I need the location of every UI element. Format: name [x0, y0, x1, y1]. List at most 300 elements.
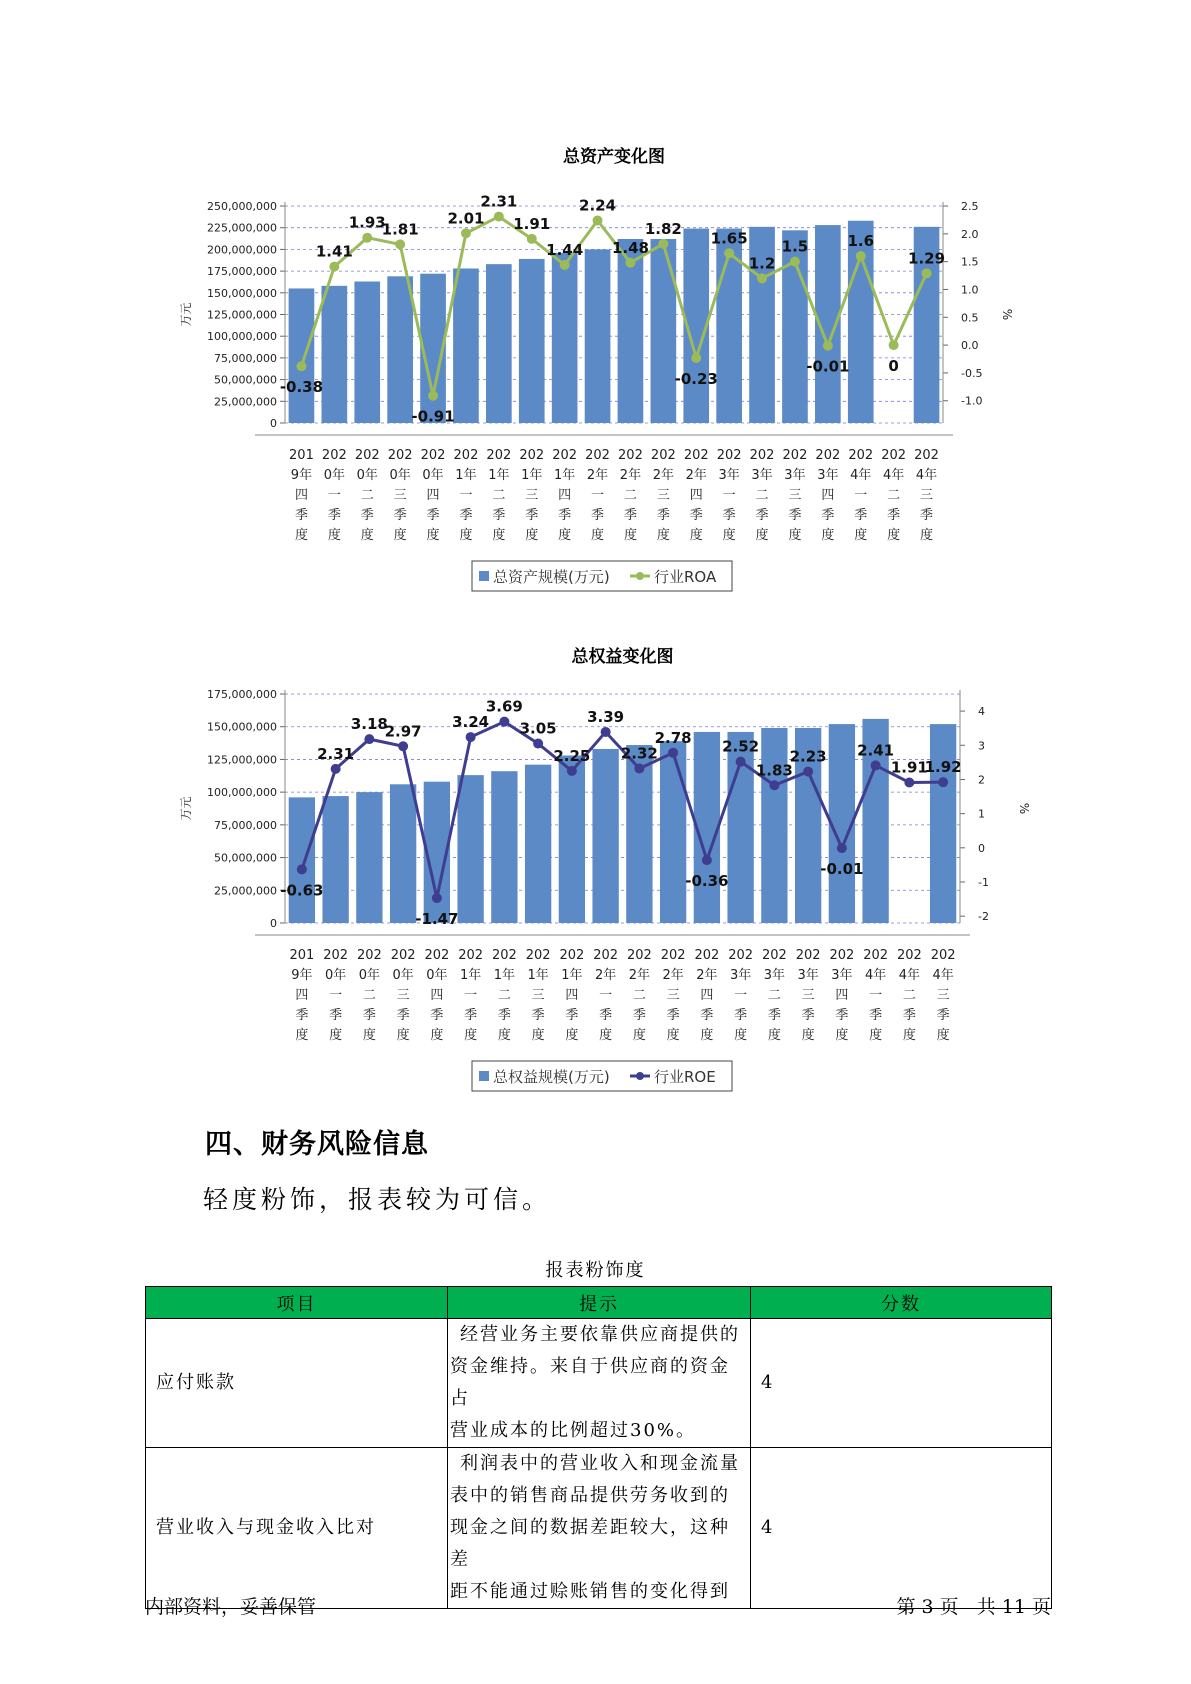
- line-point: [736, 757, 746, 767]
- x-tick-label: 202: [453, 448, 479, 463]
- x-tick-label: 0年: [358, 968, 381, 983]
- bar: [525, 765, 551, 923]
- x-tick-label: 1年: [459, 968, 482, 983]
- data-label: 2.32: [620, 744, 658, 763]
- x-tick-label: 季: [788, 508, 802, 523]
- x-tick-label: 季: [531, 1008, 545, 1023]
- data-label: 3.69: [485, 697, 523, 716]
- data-label: -0.36: [685, 872, 729, 891]
- x-tick-label: 202: [420, 448, 446, 463]
- x-tick-label: 一: [464, 988, 478, 1003]
- x-tick-label: 202: [863, 948, 889, 963]
- x-tick-label: 0年: [324, 968, 347, 983]
- x-tick-label: 201: [289, 448, 314, 463]
- x-tick-label: 季: [426, 508, 440, 523]
- y2-tick-label: 2.0: [961, 227, 979, 241]
- x-tick-label: 202: [390, 948, 416, 963]
- line-point: [593, 215, 603, 225]
- header-item: 项目: [146, 1287, 448, 1319]
- x-tick-label: 度: [591, 528, 605, 543]
- line-point: [494, 212, 504, 222]
- x-tick-label: 季: [327, 508, 341, 523]
- x-tick-label: 202: [881, 448, 907, 463]
- x-tick-label: 四: [294, 488, 308, 503]
- x-tick-label: 202: [829, 948, 855, 963]
- bar: [289, 797, 315, 923]
- data-label: 2.97: [384, 722, 422, 741]
- x-tick-label: 四: [426, 488, 440, 503]
- x-tick-label: 四: [558, 488, 572, 503]
- line-point: [329, 262, 339, 272]
- x-tick-label: 度: [734, 1028, 748, 1043]
- data-label: 1.41: [315, 242, 353, 261]
- data-label: -0.01: [820, 860, 864, 879]
- x-tick-label: 202: [458, 948, 484, 963]
- bar: [761, 728, 787, 923]
- x-tick-label: 四: [430, 988, 444, 1003]
- x-tick-label: 季: [734, 1008, 748, 1023]
- y-tick-label: 150,000,000: [207, 720, 277, 734]
- line-point: [527, 234, 537, 244]
- x-tick-label: 2年: [619, 468, 642, 483]
- line-point: [856, 251, 866, 261]
- hint-line: 资金维持。来自于供应商的资金占: [450, 1356, 730, 1409]
- x-tick-label: 度: [835, 1028, 849, 1043]
- x-tick-label: 4年: [850, 468, 872, 483]
- table-caption: 报表粉饰度: [545, 1260, 646, 1281]
- y-tick-label: 100,000,000: [207, 330, 277, 344]
- x-tick-label: 二: [623, 488, 637, 503]
- x-tick-label: 三: [396, 988, 410, 1003]
- x-tick-label: 202: [782, 448, 808, 463]
- x-tick-label: 度: [294, 528, 308, 543]
- x-tick-label: 0年: [389, 468, 411, 483]
- x-tick-label: 季: [902, 1008, 916, 1023]
- y-tick-label: 25,000,000: [214, 395, 277, 409]
- y2-tick-label: 3: [978, 739, 985, 753]
- x-tick-label: 一: [599, 988, 613, 1003]
- x-tick-label: 202: [848, 448, 874, 463]
- x-tick-label: 季: [801, 1008, 815, 1023]
- legend-bar-label: 总权益规模(万元): [493, 1068, 610, 1086]
- chart-title: 总权益变化图: [571, 647, 674, 667]
- x-tick-label: 度: [327, 528, 341, 543]
- x-tick-label: 度: [722, 528, 736, 543]
- x-tick-label: 度: [902, 1028, 916, 1043]
- line-point: [691, 353, 701, 363]
- x-tick-label: 0年: [426, 968, 448, 983]
- x-tick-label: 四: [689, 488, 703, 503]
- x-tick-label: 3年: [784, 468, 806, 483]
- x-tick-label: 3年: [729, 968, 752, 983]
- x-tick-label: 季: [464, 1008, 478, 1023]
- x-tick-label: 1年: [493, 968, 516, 983]
- hint-line: 利润表中的营业收入和现金流量: [460, 1453, 740, 1474]
- x-tick-label: 度: [801, 1028, 815, 1043]
- data-label: 1.83: [755, 761, 793, 780]
- x-tick-label: 202: [354, 448, 380, 463]
- x-tick-label: 季: [295, 1008, 309, 1023]
- y-tick-label: 0: [270, 917, 277, 930]
- data-label: 1.92: [924, 758, 962, 777]
- line-point: [362, 233, 372, 243]
- y2-tick-label: 1.0: [961, 283, 979, 297]
- x-tick-label: 四: [295, 988, 309, 1003]
- x-tick-label: 4年: [883, 468, 905, 483]
- y2-tick-label: -0.5: [961, 366, 983, 380]
- y2-axis-unit: %: [1000, 308, 1014, 321]
- section-summary: 轻度粉饰，报表较为可信。: [203, 1185, 552, 1214]
- x-tick-label: 季: [623, 508, 637, 523]
- x-tick-label: 4年: [915, 468, 938, 483]
- bar: [930, 724, 956, 923]
- y-tick-label: 175,000,000: [207, 265, 277, 279]
- y-axis-unit: 万元: [179, 302, 193, 327]
- x-tick-label: 四: [835, 988, 849, 1003]
- hint-line: 距不能通过赊账销售的变化得到: [450, 1581, 730, 1602]
- legend-line-marker: [636, 1072, 644, 1080]
- data-label: -1.47: [415, 910, 459, 929]
- x-tick-label: 季: [666, 1008, 680, 1023]
- x-tick-label: 一: [722, 488, 736, 503]
- x-tick-label: 202: [749, 448, 775, 463]
- line-point: [461, 228, 471, 238]
- x-tick-label: 一: [734, 988, 748, 1003]
- x-tick-label: 二: [887, 488, 901, 503]
- x-tick-label: 202: [525, 948, 551, 963]
- y-tick-label: 200,000,000: [207, 243, 277, 257]
- row-hint: [448, 1448, 751, 1609]
- data-label: 2.41: [857, 741, 895, 760]
- x-tick-label: 度: [700, 1028, 714, 1043]
- x-tick-label: 202: [585, 448, 610, 463]
- y2-tick-label: -1.0: [961, 394, 983, 408]
- x-tick-label: 3年: [751, 468, 773, 483]
- x-tick-label: 202: [626, 948, 652, 963]
- data-label: 2.52: [722, 737, 760, 756]
- x-tick-label: 季: [558, 508, 572, 523]
- row-item: 应付账款: [146, 1319, 448, 1448]
- x-tick-label: 三: [393, 488, 407, 503]
- line-point: [567, 766, 577, 776]
- x-tick-label: 度: [854, 528, 868, 543]
- y-tick-label: 150,000,000: [207, 286, 277, 300]
- x-tick-label: 三: [936, 988, 950, 1003]
- x-tick-label: 三: [666, 988, 680, 1003]
- x-tick-label: 一: [591, 488, 605, 503]
- line-point: [432, 893, 442, 903]
- x-tick-label: 202: [552, 448, 578, 463]
- data-label: 2.25: [553, 746, 591, 765]
- data-label: 2.78: [654, 728, 692, 747]
- x-tick-label: 度: [689, 528, 703, 543]
- x-tick-label: 202: [896, 948, 922, 963]
- line-point: [466, 732, 476, 742]
- x-tick-label: 季: [396, 1008, 410, 1023]
- header-score: 分数: [751, 1287, 1052, 1319]
- line-point: [428, 391, 438, 401]
- x-tick-label: 一: [459, 488, 473, 503]
- line-point: [938, 777, 948, 787]
- footer-page-number: 第 3 页 共 11 页: [896, 1596, 1051, 1618]
- line-point: [601, 727, 611, 737]
- x-tick-label: 季: [565, 1008, 579, 1023]
- x-tick-label: 202: [914, 448, 939, 463]
- x-tick-label: 202: [728, 948, 754, 963]
- data-label: -0.01: [806, 357, 850, 376]
- hint-line: 现金之间的数据差距较大，这种差: [450, 1517, 730, 1570]
- y-tick-label: 25,000,000: [214, 884, 277, 898]
- x-tick-label: 202: [815, 448, 841, 463]
- x-tick-label: 度: [666, 1028, 680, 1043]
- line-point: [533, 739, 543, 749]
- line-point: [889, 340, 899, 350]
- line-point: [837, 843, 847, 853]
- data-label: 3.05: [519, 719, 557, 738]
- x-tick-label: 202: [559, 948, 585, 963]
- y-tick-label: 250,000,000: [207, 200, 277, 213]
- bar: [585, 249, 611, 423]
- data-label: 1.2: [748, 254, 776, 273]
- row-score: 4: [751, 1448, 1052, 1609]
- total-equity-chart: [0, 640, 1191, 1090]
- x-tick-label: 度: [755, 528, 769, 543]
- x-tick-label: 二: [362, 988, 376, 1003]
- x-tick-label: 度: [558, 528, 572, 543]
- data-label: 1.82: [644, 219, 682, 238]
- x-tick-label: 度: [464, 1028, 478, 1043]
- x-tick-label: 三: [531, 988, 545, 1003]
- x-tick-label: 0年: [323, 468, 345, 483]
- bar: [387, 276, 413, 423]
- x-tick-label: 度: [396, 1028, 410, 1043]
- x-tick-label: 3年: [763, 968, 786, 983]
- data-label: 1.29: [908, 249, 946, 268]
- x-tick-label: 度: [788, 528, 802, 543]
- x-tick-label: 季: [767, 1008, 781, 1023]
- y-tick-label: 125,000,000: [207, 308, 277, 322]
- x-tick-label: 2年: [662, 968, 684, 983]
- line-point: [395, 239, 405, 249]
- x-tick-label: 202: [761, 948, 787, 963]
- data-label: -0.63: [280, 881, 324, 900]
- x-tick-label: 季: [936, 1008, 950, 1023]
- bar: [356, 792, 382, 923]
- bar: [552, 253, 578, 423]
- line-point: [922, 268, 932, 278]
- x-tick-label: 2年: [696, 968, 718, 983]
- x-tick-label: 季: [632, 1008, 646, 1023]
- x-tick-label: 度: [869, 1028, 883, 1043]
- x-tick-label: 季: [393, 508, 407, 523]
- data-label: 1.93: [348, 213, 386, 232]
- line-point: [757, 273, 767, 283]
- x-tick-label: 二: [632, 988, 646, 1003]
- x-tick-label: 度: [656, 528, 670, 543]
- y-tick-label: 225,000,000: [207, 221, 277, 235]
- x-tick-label: 季: [755, 508, 769, 523]
- y2-tick-label: -1: [978, 875, 989, 889]
- header-hint: 提示: [448, 1287, 751, 1319]
- x-tick-label: 季: [700, 1008, 714, 1023]
- data-label: 2.31: [480, 192, 518, 211]
- bar: [354, 282, 380, 423]
- x-tick-label: 度: [497, 1028, 511, 1043]
- hint-line: 经营业务主要依靠供应商提供的: [460, 1324, 740, 1345]
- x-tick-label: 度: [936, 1028, 950, 1043]
- legend-line-label: 行业ROE: [654, 1068, 716, 1086]
- y2-tick-label: 1: [978, 807, 985, 821]
- y-tick-label: 175,000,000: [207, 688, 277, 701]
- x-tick-label: 度: [362, 1028, 376, 1043]
- line-point: [790, 257, 800, 267]
- y2-tick-label: 2.5: [961, 200, 979, 213]
- x-tick-label: 度: [459, 528, 473, 543]
- line-point: [904, 778, 914, 788]
- x-tick-label: 202: [716, 448, 742, 463]
- line-point: [560, 260, 570, 270]
- bar: [457, 775, 483, 923]
- data-label: 2.23: [789, 747, 827, 766]
- x-tick-label: 202: [519, 448, 545, 463]
- x-tick-label: 季: [497, 1008, 511, 1023]
- bar: [592, 749, 618, 923]
- x-tick-label: 季: [525, 508, 539, 523]
- x-tick-label: 0年: [392, 968, 414, 983]
- x-tick-label: 202: [491, 948, 517, 963]
- line-point: [499, 717, 509, 727]
- x-tick-label: 二: [902, 988, 916, 1003]
- x-tick-label: 季: [591, 508, 605, 523]
- data-label: 1.91: [513, 214, 551, 233]
- x-tick-label: 202: [683, 448, 709, 463]
- x-tick-label: 三: [920, 488, 934, 503]
- hint-line: 营业成本的比例超过30%。: [450, 1420, 697, 1441]
- x-tick-label: 季: [869, 1008, 883, 1023]
- x-tick-label: 2年: [628, 968, 651, 983]
- data-label: -0.91: [411, 407, 455, 426]
- x-tick-label: 9年: [291, 968, 313, 983]
- data-label: 1.48: [611, 238, 649, 257]
- whitewash-table: [145, 1286, 1052, 1609]
- bar: [660, 741, 686, 923]
- x-tick-label: 2年: [586, 468, 609, 483]
- y2-axis-unit: %: [1017, 802, 1031, 815]
- data-label: 1.6: [847, 232, 875, 251]
- x-tick-label: 度: [360, 528, 374, 543]
- bar: [491, 771, 517, 923]
- x-tick-label: 1年: [488, 468, 510, 483]
- line-point: [803, 767, 813, 777]
- x-tick-label: 度: [492, 528, 506, 543]
- hint-line: 表中的销售商品提供劳务收到的: [450, 1485, 730, 1506]
- x-tick-label: 1年: [455, 468, 477, 483]
- y2-tick-label: 0.0: [961, 339, 979, 353]
- bar: [486, 264, 512, 423]
- x-tick-label: 202: [424, 948, 450, 963]
- row-score: 4: [751, 1319, 1052, 1448]
- line-point: [364, 734, 374, 744]
- data-label: 2.01: [447, 209, 485, 228]
- data-label: 3.39: [587, 707, 625, 726]
- x-tick-label: 202: [486, 448, 512, 463]
- x-tick-label: 四: [565, 988, 579, 1003]
- line-point: [625, 258, 635, 268]
- x-tick-label: 202: [650, 448, 676, 463]
- x-tick-label: 二: [755, 488, 769, 503]
- table-row: [146, 1319, 1052, 1448]
- bar: [453, 268, 479, 423]
- x-tick-label: 1年: [521, 468, 543, 483]
- line-point: [871, 760, 881, 770]
- x-tick-label: 季: [920, 508, 934, 523]
- x-tick-label: 度: [821, 528, 835, 543]
- data-label: 2.24: [579, 196, 617, 215]
- x-tick-label: 度: [887, 528, 901, 543]
- x-tick-label: 度: [920, 528, 934, 543]
- x-tick-label: 3年: [797, 968, 819, 983]
- x-tick-label: 季: [362, 1008, 376, 1023]
- y-tick-label: 75,000,000: [214, 351, 277, 365]
- x-tick-label: 三: [525, 488, 539, 503]
- bar: [322, 796, 348, 923]
- y-tick-label: 125,000,000: [207, 753, 277, 767]
- line-point: [724, 248, 734, 258]
- y2-tick-label: 0.5: [961, 311, 979, 325]
- x-tick-label: 202: [593, 948, 619, 963]
- bar: [322, 286, 348, 423]
- legend-line-label: 行业ROA: [654, 568, 717, 586]
- x-tick-label: 季: [599, 1008, 613, 1023]
- bar: [519, 259, 545, 423]
- x-tick-label: 度: [426, 528, 440, 543]
- x-tick-label: 季: [459, 508, 473, 523]
- chart-title: 总资产变化图: [563, 147, 665, 167]
- x-tick-label: 4年: [932, 968, 954, 983]
- y2-tick-label: -2: [978, 910, 989, 924]
- x-tick-label: 四: [821, 488, 835, 503]
- x-tick-label: 四: [700, 988, 714, 1003]
- x-tick-label: 202: [387, 448, 413, 463]
- line-point: [702, 855, 712, 865]
- data-label: -0.38: [279, 378, 324, 397]
- legend-bar-swatch: [479, 1071, 489, 1081]
- line-point: [634, 764, 644, 774]
- x-tick-label: 度: [430, 1028, 444, 1043]
- x-tick-label: 度: [632, 1028, 646, 1043]
- row-item: 营业收入与现金收入比对: [146, 1448, 448, 1609]
- x-tick-label: 一: [869, 988, 883, 1003]
- x-tick-label: 季: [835, 1008, 849, 1023]
- x-tick-label: 季: [722, 508, 736, 523]
- x-tick-label: 2年: [685, 468, 707, 483]
- legend-line-marker: [636, 572, 644, 580]
- data-label: 3.24: [452, 713, 490, 732]
- line-point: [769, 780, 779, 790]
- line-point: [296, 361, 306, 371]
- x-tick-label: 201: [289, 948, 315, 963]
- x-tick-label: 度: [767, 1028, 781, 1043]
- x-tick-label: 二: [492, 488, 506, 503]
- x-tick-label: 4年: [898, 968, 921, 983]
- line-point: [398, 741, 408, 751]
- y-tick-label: 50,000,000: [214, 851, 277, 865]
- x-tick-label: 三: [788, 488, 802, 503]
- x-tick-label: 度: [531, 1028, 545, 1043]
- x-tick-label: 4年: [864, 968, 887, 983]
- x-tick-label: 季: [854, 508, 868, 523]
- table-header-row: [146, 1287, 1052, 1319]
